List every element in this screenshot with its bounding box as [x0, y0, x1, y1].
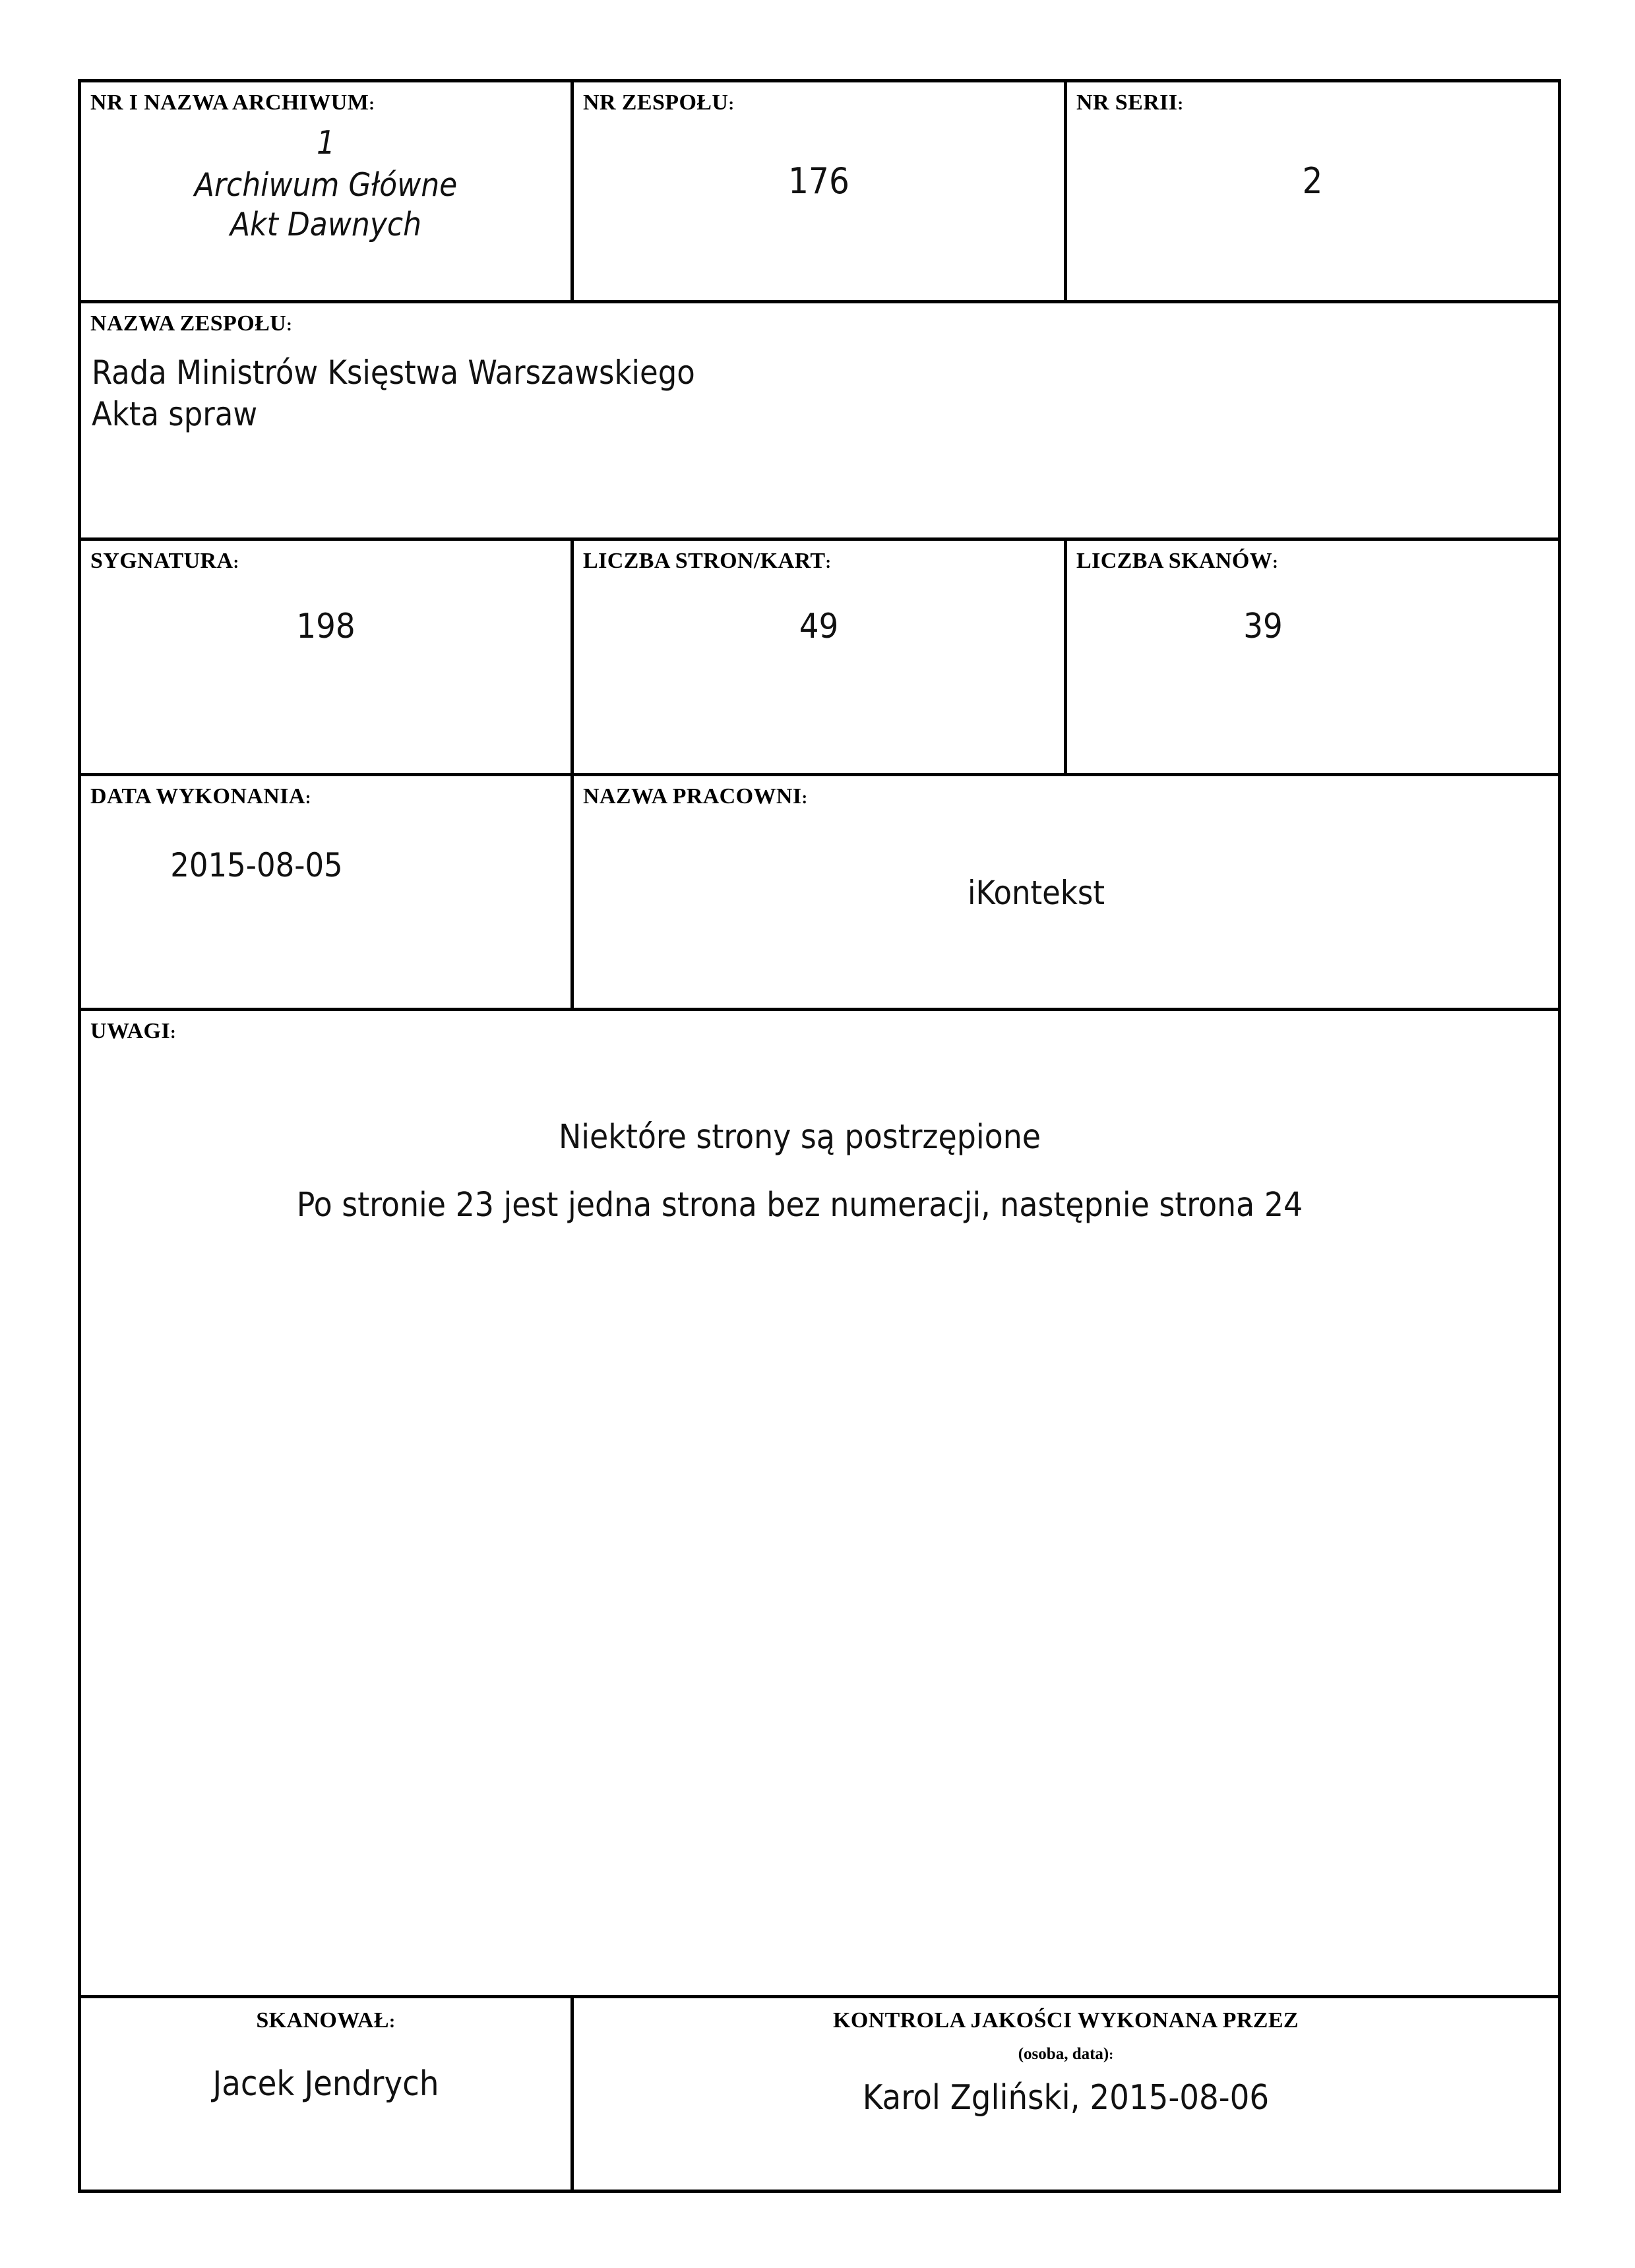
cell-pages-count	[572, 539, 1066, 775]
value-archive-name-line2: Akt Dawnych	[230, 205, 422, 243]
label-remarks	[81, 1011, 1558, 1043]
label-workshop-name-colon: :	[801, 788, 808, 807]
value-fonds-name-line2: Akta spraw	[92, 394, 258, 433]
cell-remarks	[80, 1010, 1560, 1997]
remarks-line: Po stronie 23 jest jedna strona bez numeracji, następnie strona 24	[296, 1186, 1303, 1225]
label-execution-date-text: DATA WYKONANIA	[90, 784, 305, 809]
label-scanned-by-text: SKANOWAŁ	[256, 2008, 389, 2033]
label-signature-text: SYGNATURA	[90, 549, 233, 573]
label-remarks-colon: :	[170, 1023, 177, 1042]
label-series-number-text: NR SERII	[1076, 90, 1178, 115]
value-execution-date: 2015-08-05	[170, 846, 343, 884]
table-row-archive-identifiers	[80, 81, 1560, 302]
label-series-number-colon: :	[1177, 94, 1184, 113]
label-execution-date-colon: :	[305, 788, 311, 807]
value-scans-count: 39	[1243, 607, 1283, 646]
cell-execution-date	[80, 775, 572, 1010]
label-signature-colon: :	[233, 553, 239, 572]
value-archive-name-line1: Archiwum Główne	[194, 166, 458, 204]
value-signature: 198	[296, 607, 355, 646]
label-quality-control	[574, 1998, 1558, 2033]
label-pages-count	[574, 541, 1064, 572]
value-workshop-name: iKontekst	[968, 874, 1105, 912]
cell-quality-control	[572, 1997, 1560, 2191]
table-row-signatures	[80, 1997, 1560, 2191]
label-scanned-by	[81, 1998, 571, 2033]
label-series-number	[1067, 82, 1558, 114]
label-scanned-by-colon: :	[388, 2011, 396, 2032]
label-quality-control-sub-text: (osoba, data)	[1018, 2044, 1109, 2063]
label-workshop-name	[574, 776, 1558, 808]
value-series-number: 2	[1302, 160, 1323, 202]
label-scans-count-colon: :	[1272, 553, 1279, 572]
metadata-form-table	[78, 79, 1561, 2193]
value-scanned-by: Jacek Jendrych	[212, 2064, 439, 2104]
value-fonds-number: 176	[788, 160, 849, 202]
label-quality-control-text: KONTROLA JAKOŚCI WYKONANA PRZEZ	[832, 2008, 1299, 2033]
cell-scanned-by	[80, 1997, 572, 2191]
label-workshop-name-text: NAZWA PRACOWNI	[583, 784, 802, 809]
label-fonds-number	[574, 82, 1064, 114]
remarks-body	[81, 1043, 1558, 1225]
label-archive-colon: :	[369, 94, 375, 113]
table-row-fonds-name	[80, 302, 1560, 539]
value-archive-number: 1	[316, 124, 336, 162]
remarks-line: Niektóre strony są postrzępione	[558, 1118, 1041, 1157]
cell-signature	[80, 539, 572, 775]
value-fonds-name-block	[81, 352, 1558, 435]
label-scans-count	[1067, 541, 1558, 572]
cell-archive	[80, 81, 572, 302]
label-execution-date	[81, 776, 571, 808]
table-row-remarks	[80, 1010, 1560, 1997]
label-archive	[81, 82, 571, 114]
cell-workshop-name	[572, 775, 1560, 1010]
label-remarks-text: UWAGI	[90, 1019, 171, 1043]
label-fonds-number-colon: :	[728, 94, 735, 113]
cell-fonds-name	[80, 302, 1560, 539]
cell-fonds-number	[572, 81, 1066, 302]
label-fonds-name	[81, 303, 1558, 335]
label-signature	[81, 541, 571, 572]
value-fonds-name-line1: Rada Ministrów Księstwa Warszawskiego	[92, 353, 695, 392]
label-quality-control-sub-colon: :	[1109, 2046, 1114, 2062]
label-quality-control-sub	[574, 2033, 1558, 2062]
cell-scans-count	[1066, 539, 1560, 775]
value-quality-control: Karol Zgliński, 2015-08-06	[862, 2077, 1270, 2118]
cell-series-number	[1066, 81, 1560, 302]
label-pages-count-colon: :	[825, 553, 832, 572]
table-row-execution	[80, 775, 1560, 1010]
label-fonds-name-colon: :	[286, 315, 293, 334]
value-pages-count: 49	[799, 607, 839, 646]
table-row-counts	[80, 539, 1560, 775]
label-archive-text: NR I NAZWA ARCHIWUM	[90, 90, 369, 115]
label-fonds-number-text: NR ZESPOŁU	[583, 90, 729, 115]
label-pages-count-text: LICZBA STRON/KART	[583, 549, 826, 573]
label-fonds-name-text: NAZWA ZESPOŁU	[90, 311, 287, 336]
label-scans-count-text: LICZBA SKANÓW	[1076, 549, 1273, 573]
